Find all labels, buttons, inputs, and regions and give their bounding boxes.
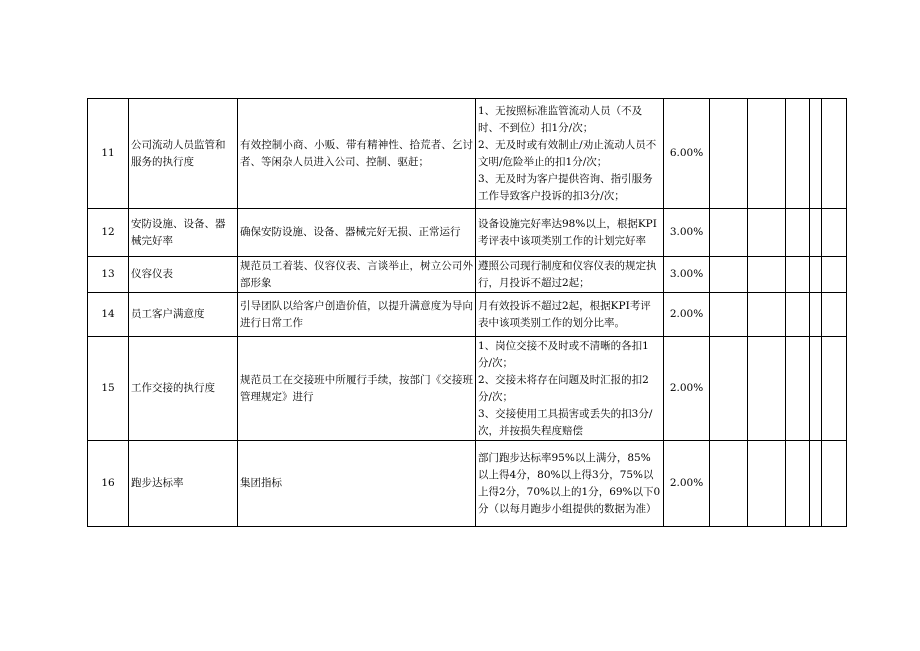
standard-cell <box>476 337 664 441</box>
criteria-cell: 规范员工在交接班中所履行手续，按部门《交接班管理规定》进行 <box>238 337 476 441</box>
table-row <box>88 337 847 441</box>
item-cell: 公司流动人员监管和服务的执行度 <box>129 99 238 209</box>
item-cell: 跑步达标率 <box>129 441 238 527</box>
score-cell <box>822 337 847 441</box>
criteria-cell: 规范员工着装、仪容仪表、言谈举止，树立公司外部形象 <box>238 257 476 293</box>
score-cell <box>822 209 847 257</box>
row-number: 12 <box>88 209 129 257</box>
standard-line: 月有效投诉不超过2起，根据KPI考评表中该项类别工作的划分比率。 <box>478 299 651 329</box>
score-cell <box>822 441 847 527</box>
score-cell <box>822 257 847 293</box>
row-number: 11 <box>88 99 129 209</box>
standard-line: 3、交接使用工具损害或丢失的扣3分/次，并按损失程度赔偿 <box>478 407 653 437</box>
table-row <box>88 293 847 337</box>
item-cell: 工作交接的执行度 <box>129 337 238 441</box>
item-cell: 仪容仪表 <box>129 257 238 293</box>
score-cell <box>822 293 847 337</box>
standard-line: 遵照公司现行制度和仪容仪表的规定执行，月投诉不超过2起； <box>478 259 657 289</box>
score-cell <box>810 293 822 337</box>
score-cell <box>786 209 810 257</box>
score-cell <box>810 257 822 293</box>
row-number: 13 <box>88 257 129 293</box>
score-cell <box>748 293 786 337</box>
criteria-cell: 引导团队以给客户创造价值，以提升满意度为导向进行日常工作 <box>238 293 476 337</box>
weight-cell: 3.00% <box>664 209 710 257</box>
standard-line: 2、交接未将存在问题及时汇报的扣2分/次； <box>478 373 649 403</box>
score-cell <box>786 337 810 441</box>
standard-line: 2、无及时或有效制止/劝止流动人员不文明/危险举止的扣1分/次； <box>478 138 657 168</box>
item-cell: 安防设施、设备、器械完好率 <box>129 209 238 257</box>
score-cell <box>710 99 748 209</box>
score-cell <box>710 209 748 257</box>
row-number: 15 <box>88 337 129 441</box>
table-row <box>88 257 847 293</box>
score-cell <box>748 441 786 527</box>
weight-cell: 2.00% <box>664 441 710 527</box>
weight-cell: 2.00% <box>664 293 710 337</box>
row-number: 14 <box>88 293 129 337</box>
score-cell <box>822 99 847 209</box>
weight-cell: 6.00% <box>664 99 710 209</box>
standard-cell <box>476 209 664 257</box>
score-cell <box>786 441 810 527</box>
item-cell: 员工客户满意度 <box>129 293 238 337</box>
criteria-cell: 有效控制小商、小贩、带有精神性、拾荒者、乞讨者、等闲杂人员进入公司、控制、驱赶； <box>238 99 476 209</box>
row-number: 16 <box>88 441 129 527</box>
standard-line: 设备设施完好率达98%以上，根据KPI考评表中该项类别工作的计划完好率 <box>478 217 657 247</box>
standard-line: 1、无按照标准监管流动人员（不及时、不到位）扣1分/次； <box>478 104 643 134</box>
standard-line: 3、无及时为客户提供咨询、指引服务工作导致客户投诉的扣3分/次； <box>478 172 653 202</box>
score-cell <box>710 257 748 293</box>
score-cell <box>810 441 822 527</box>
weight-cell: 3.00% <box>664 257 710 293</box>
table-row <box>88 99 847 209</box>
table-row <box>88 209 847 257</box>
score-cell <box>748 209 786 257</box>
standard-line: 1、岗位交接不及时或不清晰的各扣1分/次； <box>478 339 649 369</box>
criteria-cell: 确保安防设施、设备、器械完好无损、正常运行 <box>238 209 476 257</box>
standard-cell <box>476 99 664 209</box>
score-cell <box>810 99 822 209</box>
score-cell <box>710 441 748 527</box>
standard-cell <box>476 293 664 337</box>
score-cell <box>748 99 786 209</box>
table-row <box>88 441 847 527</box>
kpi-table <box>87 98 847 527</box>
score-cell <box>710 337 748 441</box>
score-cell <box>748 257 786 293</box>
score-cell <box>810 209 822 257</box>
weight-cell: 2.00% <box>664 337 710 441</box>
score-cell <box>748 337 786 441</box>
standard-line: 部门跑步达标率95%以上满分，85%以上得4分，80%以上得3分，75%以上得2分，70%以上的1分，69%以下0分（以每月跑步小组提供的数据为准） <box>478 451 661 515</box>
score-cell <box>786 293 810 337</box>
criteria-cell: 集团指标 <box>238 441 476 527</box>
standard-cell <box>476 441 664 527</box>
standard-cell <box>476 257 664 293</box>
score-cell <box>786 257 810 293</box>
score-cell <box>786 99 810 209</box>
score-cell <box>810 337 822 441</box>
score-cell <box>710 293 748 337</box>
